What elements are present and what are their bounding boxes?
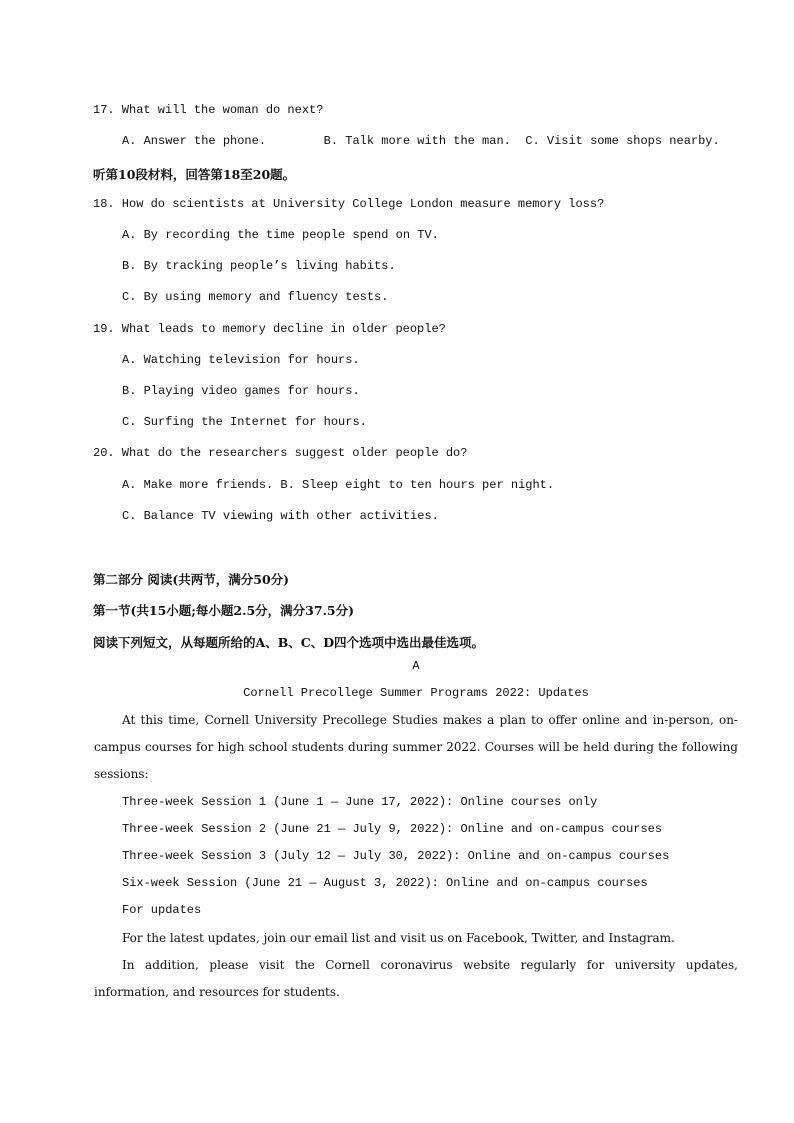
question-18-option-c: C. By using memory and fluency tests. bbox=[122, 290, 389, 304]
question-17-options: A. Answer the phone. B. Talk more with the man. C. Visit some shops nearby. bbox=[122, 134, 720, 148]
session-item: Three-week Session 1 (June 1 — June 17, 2022): Online courses only bbox=[122, 795, 598, 809]
question-19-option-b: B. Playing video games for hours. bbox=[122, 384, 360, 398]
question-19-option-c: C. Surfing the Internet for hours. bbox=[122, 415, 367, 429]
closing-text: In addition, please visit the Cornell coronavirus website regularly for university updates, information, and resources for students. bbox=[94, 958, 738, 999]
passage-letter: A bbox=[412, 659, 420, 673]
question-17-stem: 17. What will the woman do next? bbox=[93, 103, 324, 117]
part2-section1: 第一节(共15小题;每小题2.5分，满分37.5分) bbox=[93, 603, 355, 618]
session-item: Three-week Session 2 (June 21 — July 9, 2022): Online and on-campus courses bbox=[122, 822, 663, 836]
part2-title: 第二部分 阅读(共两节，满分50分) bbox=[93, 572, 290, 587]
updates-text: For the latest updates, join our email list and visit us on Facebook, Twitter, and Instagram. bbox=[122, 931, 675, 945]
part2-instruction: 阅读下列短文，从每题所给的A、B、C、D四个选项中选出最佳选项。 bbox=[93, 635, 485, 650]
question-18-option-a: A. By recording the time people spend on TV. bbox=[122, 228, 439, 242]
passage-title: Cornell Precollege Summer Programs 2022: Updates bbox=[243, 686, 589, 700]
updates-heading: For updates bbox=[122, 903, 202, 917]
question-19-stem: 19. What leads to memory decline in older people? bbox=[93, 322, 446, 336]
passage-intro bbox=[94, 707, 738, 788]
passage-intro-text: At this time, Cornell University Precollege Studies makes a plan to offer online and in-person, on-campus courses for high school students during summer 2022. Courses will be held during the following sessions: bbox=[94, 713, 738, 781]
question-19-option-a: A. Watching television for hours. bbox=[122, 353, 360, 367]
question-20-options-ab: A. Make more friends. B. Sleep eight to ten hours per night. bbox=[122, 478, 555, 492]
updates-paragraph bbox=[94, 925, 738, 952]
question-18-option-b: B. By tracking people’s living habits. bbox=[122, 259, 396, 273]
listening-section-note: 听第10段材料，回答第18至20题。 bbox=[93, 167, 296, 182]
session-item: Three-week Session 3 (July 12 — July 30, 2022): Online and on-campus courses bbox=[122, 849, 670, 863]
session-item: Six-week Session (June 21 — August 3, 2022): Online and on-campus courses bbox=[122, 876, 648, 890]
question-20-option-c: C. Balance TV viewing with other activities. bbox=[122, 509, 439, 523]
closing-paragraph bbox=[94, 952, 738, 1006]
question-18-stem: 18. How do scientists at University College London measure memory loss? bbox=[93, 197, 605, 211]
question-20-stem: 20. What do the researchers suggest older people do? bbox=[93, 446, 468, 460]
